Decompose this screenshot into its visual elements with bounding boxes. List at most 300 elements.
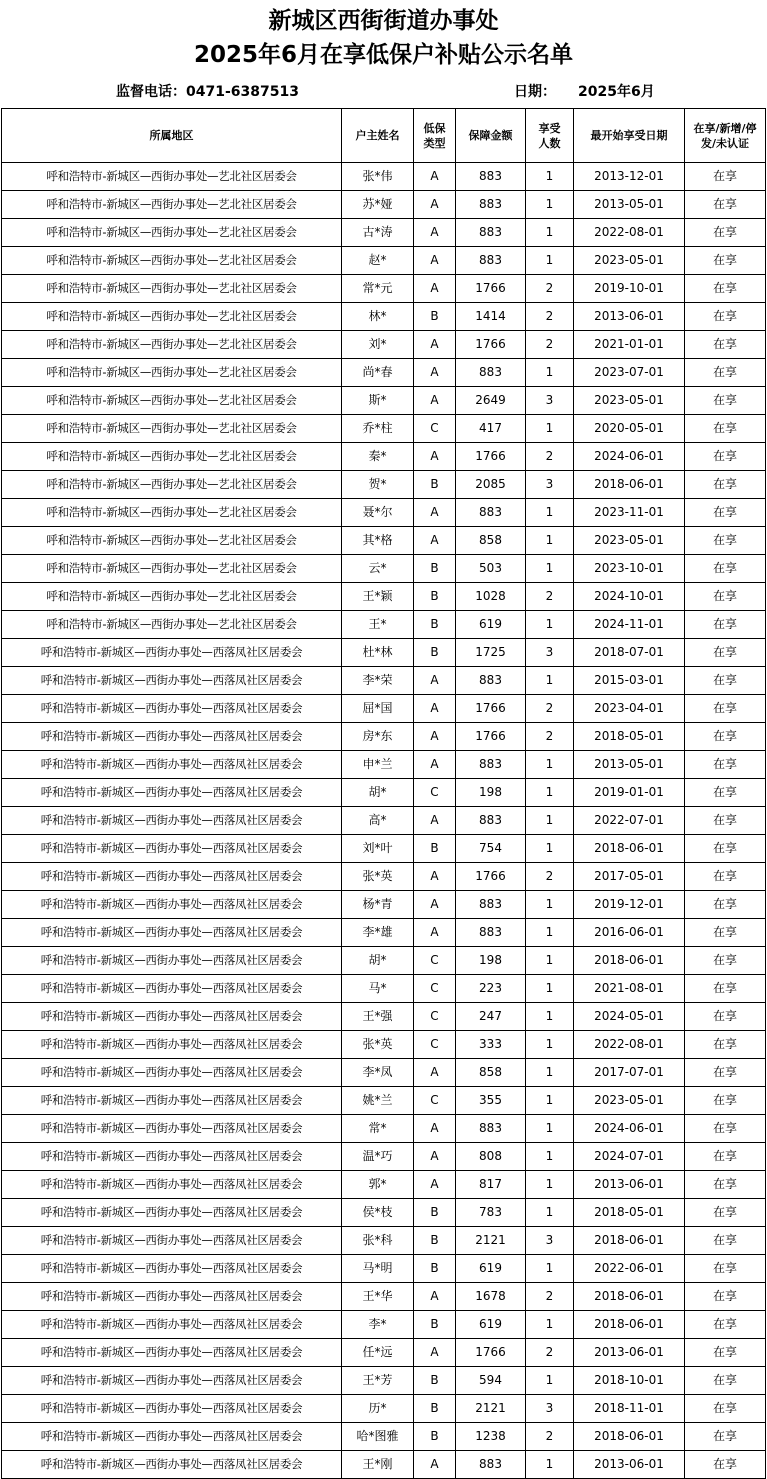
cell-start-date: 2013-12-01 [574, 163, 685, 191]
cell-type: A [414, 723, 456, 751]
cell-type: A [414, 1171, 456, 1199]
column-header-name: 户主姓名 [342, 109, 414, 163]
cell-type: A [414, 863, 456, 891]
table-row [2, 863, 766, 891]
cell-householder-name: 屈*国 [342, 695, 414, 723]
cell-area: 呼和浩特市-新城区—西街办事处—西落凤社区居委会 [2, 919, 342, 947]
cell-start-date: 2022-07-01 [574, 807, 685, 835]
table-row [2, 219, 766, 247]
cell-status: 在享 [685, 1115, 766, 1143]
cell-area: 呼和浩特市-新城区—西街办事处—西落凤社区居委会 [2, 1255, 342, 1283]
cell-area: 呼和浩特市-新城区—西街办事处—西落凤社区居委会 [2, 1143, 342, 1171]
cell-householder-name: 其*格 [342, 527, 414, 555]
cell-start-date: 2018-05-01 [574, 723, 685, 751]
cell-start-date: 2018-06-01 [574, 1283, 685, 1311]
cell-count: 2 [526, 303, 574, 331]
cell-start-date: 2019-10-01 [574, 275, 685, 303]
table-row [2, 1367, 766, 1395]
cell-type: B [414, 639, 456, 667]
cell-area: 呼和浩特市-新城区—西街办事处—西落凤社区居委会 [2, 1227, 342, 1255]
cell-start-date: 2013-06-01 [574, 1451, 685, 1479]
cell-area: 呼和浩特市-新城区—西街办事处—艺北社区居委会 [2, 331, 342, 359]
cell-area: 呼和浩特市-新城区—西街办事处—西落凤社区居委会 [2, 1451, 342, 1479]
cell-area: 呼和浩特市-新城区—西街办事处—艺北社区居委会 [2, 163, 342, 191]
cell-amount: 355 [456, 1087, 526, 1115]
table-row [2, 639, 766, 667]
cell-count: 1 [526, 1311, 574, 1339]
cell-count: 1 [526, 415, 574, 443]
cell-householder-name: 赵* [342, 247, 414, 275]
cell-amount: 883 [456, 359, 526, 387]
table-row [2, 1311, 766, 1339]
cell-type: C [414, 415, 456, 443]
cell-area: 呼和浩特市-新城区—西街办事处—西落凤社区居委会 [2, 863, 342, 891]
cell-count: 1 [526, 247, 574, 275]
cell-householder-name: 任*远 [342, 1339, 414, 1367]
cell-type: A [414, 919, 456, 947]
cell-amount: 883 [456, 891, 526, 919]
cell-householder-name: 李*凤 [342, 1059, 414, 1087]
cell-area: 呼和浩特市-新城区—西街办事处—西落凤社区居委会 [2, 1171, 342, 1199]
cell-amount: 247 [456, 1003, 526, 1031]
cell-start-date: 2024-06-01 [574, 1115, 685, 1143]
cell-type: A [414, 807, 456, 835]
cell-start-date: 2013-05-01 [574, 191, 685, 219]
cell-type: A [414, 1339, 456, 1367]
table-row [2, 807, 766, 835]
cell-amount: 1766 [456, 331, 526, 359]
cell-status: 在享 [685, 555, 766, 583]
cell-area: 呼和浩特市-新城区—西街办事处—西落凤社区居委会 [2, 1283, 342, 1311]
cell-amount: 2121 [456, 1395, 526, 1423]
cell-area: 呼和浩特市-新城区—西街办事处—西落凤社区居委会 [2, 779, 342, 807]
cell-type: B [414, 1199, 456, 1227]
table-row [2, 751, 766, 779]
cell-count: 1 [526, 919, 574, 947]
table-row [2, 443, 766, 471]
table-row [2, 779, 766, 807]
cell-start-date: 2013-06-01 [574, 303, 685, 331]
cell-count: 1 [526, 751, 574, 779]
cell-householder-name: 王*强 [342, 1003, 414, 1031]
cell-amount: 883 [456, 219, 526, 247]
table-row [2, 667, 766, 695]
cell-status: 在享 [685, 1003, 766, 1031]
cell-householder-name: 贺* [342, 471, 414, 499]
cell-householder-name: 姚*兰 [342, 1087, 414, 1115]
cell-area: 呼和浩特市-新城区—西街办事处—艺北社区居委会 [2, 471, 342, 499]
cell-count: 1 [526, 191, 574, 219]
cell-count: 1 [526, 667, 574, 695]
cell-householder-name: 申*兰 [342, 751, 414, 779]
cell-count: 3 [526, 1395, 574, 1423]
cell-area: 呼和浩特市-新城区—西街办事处—西落凤社区居委会 [2, 975, 342, 1003]
cell-status: 在享 [685, 639, 766, 667]
cell-count: 2 [526, 583, 574, 611]
cell-status: 在享 [685, 275, 766, 303]
cell-amount: 1766 [456, 695, 526, 723]
cell-type: B [414, 1367, 456, 1395]
cell-count: 1 [526, 1255, 574, 1283]
cell-count: 1 [526, 975, 574, 1003]
cell-status: 在享 [685, 611, 766, 639]
cell-type: C [414, 1087, 456, 1115]
table-row [2, 1199, 766, 1227]
cell-householder-name: 聂*尔 [342, 499, 414, 527]
cell-count: 2 [526, 863, 574, 891]
cell-area: 呼和浩特市-新城区—西街办事处—西落凤社区居委会 [2, 667, 342, 695]
cell-count: 1 [526, 1199, 574, 1227]
cell-status: 在享 [685, 919, 766, 947]
cell-status: 在享 [685, 583, 766, 611]
cell-status: 在享 [685, 387, 766, 415]
cell-status: 在享 [685, 331, 766, 359]
cell-status: 在享 [685, 303, 766, 331]
cell-count: 1 [526, 1003, 574, 1031]
cell-start-date: 2021-01-01 [574, 331, 685, 359]
cell-householder-name: 张*英 [342, 863, 414, 891]
cell-householder-name: 高* [342, 807, 414, 835]
cell-area: 呼和浩特市-新城区—西街办事处—西落凤社区居委会 [2, 1031, 342, 1059]
cell-householder-name: 苏*娅 [342, 191, 414, 219]
cell-householder-name: 侯*枝 [342, 1199, 414, 1227]
cell-area: 呼和浩特市-新城区—西街办事处—艺北社区居委会 [2, 359, 342, 387]
cell-count: 1 [526, 499, 574, 527]
cell-type: B [414, 835, 456, 863]
cell-householder-name: 张*科 [342, 1227, 414, 1255]
cell-start-date: 2023-04-01 [574, 695, 685, 723]
cell-area: 呼和浩特市-新城区—西街办事处—西落凤社区居委会 [2, 695, 342, 723]
cell-amount: 883 [456, 191, 526, 219]
cell-status: 在享 [685, 1451, 766, 1479]
cell-amount: 883 [456, 667, 526, 695]
cell-status: 在享 [685, 1227, 766, 1255]
cell-count: 1 [526, 359, 574, 387]
cell-amount: 1414 [456, 303, 526, 331]
cell-start-date: 2013-06-01 [574, 1339, 685, 1367]
cell-amount: 1766 [456, 1339, 526, 1367]
cell-status: 在享 [685, 695, 766, 723]
cell-start-date: 2018-07-01 [574, 639, 685, 667]
cell-count: 1 [526, 611, 574, 639]
table-body [2, 163, 766, 1479]
cell-start-date: 2018-06-01 [574, 947, 685, 975]
cell-householder-name: 哈*图雅 [342, 1423, 414, 1451]
cell-type: A [414, 275, 456, 303]
cell-area: 呼和浩特市-新城区—西街办事处—西落凤社区居委会 [2, 1115, 342, 1143]
cell-type: C [414, 1003, 456, 1031]
cell-amount: 619 [456, 611, 526, 639]
cell-amount: 223 [456, 975, 526, 1003]
cell-area: 呼和浩特市-新城区—西街办事处—西落凤社区居委会 [2, 1395, 342, 1423]
cell-area: 呼和浩特市-新城区—西街办事处—艺北社区居委会 [2, 387, 342, 415]
cell-area: 呼和浩特市-新城区—西街办事处—艺北社区居委会 [2, 555, 342, 583]
cell-type: A [414, 387, 456, 415]
cell-area: 呼和浩特市-新城区—西街办事处—西落凤社区居委会 [2, 1003, 342, 1031]
date-label: 日期： [514, 84, 556, 100]
cell-status: 在享 [685, 779, 766, 807]
table-row [2, 1087, 766, 1115]
table-row [2, 527, 766, 555]
table-row [2, 919, 766, 947]
cell-type: B [414, 555, 456, 583]
cell-start-date: 2023-11-01 [574, 499, 685, 527]
cell-householder-name: 刘*叶 [342, 835, 414, 863]
cell-status: 在享 [685, 219, 766, 247]
column-header-type: 低保类型 [414, 109, 456, 163]
cell-status: 在享 [685, 163, 766, 191]
cell-status: 在享 [685, 667, 766, 695]
cell-householder-name: 郭* [342, 1171, 414, 1199]
cell-status: 在享 [685, 443, 766, 471]
cell-status: 在享 [685, 415, 766, 443]
cell-count: 2 [526, 1283, 574, 1311]
cell-householder-name: 尚*春 [342, 359, 414, 387]
cell-amount: 503 [456, 555, 526, 583]
cell-area: 呼和浩特市-新城区—西街办事处—西落凤社区居委会 [2, 1087, 342, 1115]
cell-householder-name: 马*明 [342, 1255, 414, 1283]
cell-status: 在享 [685, 1171, 766, 1199]
cell-start-date: 2022-06-01 [574, 1255, 685, 1283]
table-row [2, 1395, 766, 1423]
cell-area: 呼和浩特市-新城区—西街办事处—艺北社区居委会 [2, 219, 342, 247]
cell-area: 呼和浩特市-新城区—西街办事处—艺北社区居委会 [2, 527, 342, 555]
table-row [2, 303, 766, 331]
cell-start-date: 2018-06-01 [574, 1423, 685, 1451]
cell-start-date: 2018-05-01 [574, 1199, 685, 1227]
cell-householder-name: 斯* [342, 387, 414, 415]
table-row [2, 723, 766, 751]
cell-status: 在享 [685, 1199, 766, 1227]
cell-amount: 883 [456, 499, 526, 527]
cell-householder-name: 林* [342, 303, 414, 331]
table-row [2, 499, 766, 527]
cell-start-date: 2018-06-01 [574, 1311, 685, 1339]
cell-amount: 817 [456, 1171, 526, 1199]
column-header-count: 享受人数 [526, 109, 574, 163]
cell-type: B [414, 1311, 456, 1339]
cell-amount: 1238 [456, 1423, 526, 1451]
cell-amount: 808 [456, 1143, 526, 1171]
cell-start-date: 2019-01-01 [574, 779, 685, 807]
cell-area: 呼和浩特市-新城区—西街办事处—西落凤社区居委会 [2, 639, 342, 667]
cell-status: 在享 [685, 191, 766, 219]
cell-amount: 858 [456, 1059, 526, 1087]
cell-householder-name: 常* [342, 1115, 414, 1143]
table-row [2, 387, 766, 415]
cell-count: 1 [526, 219, 574, 247]
cell-count: 3 [526, 1227, 574, 1255]
cell-count: 2 [526, 1339, 574, 1367]
table-row [2, 247, 766, 275]
cell-start-date: 2023-05-01 [574, 247, 685, 275]
cell-amount: 783 [456, 1199, 526, 1227]
cell-amount: 1725 [456, 639, 526, 667]
table-row [2, 583, 766, 611]
cell-area: 呼和浩特市-新城区—西街办事处—艺北社区居委会 [2, 443, 342, 471]
cell-count: 1 [526, 555, 574, 583]
document-title: 新城区西街街道办事处 [268, 8, 499, 34]
cell-householder-name: 常*元 [342, 275, 414, 303]
table-row [2, 331, 766, 359]
cell-type: A [414, 891, 456, 919]
cell-status: 在享 [685, 1031, 766, 1059]
cell-count: 1 [526, 1171, 574, 1199]
cell-area: 呼和浩特市-新城区—西街办事处—西落凤社区居委会 [2, 1339, 342, 1367]
cell-status: 在享 [685, 863, 766, 891]
cell-amount: 754 [456, 835, 526, 863]
cell-status: 在享 [685, 527, 766, 555]
cell-amount: 1766 [456, 443, 526, 471]
cell-start-date: 2016-06-01 [574, 919, 685, 947]
cell-start-date: 2022-08-01 [574, 219, 685, 247]
cell-amount: 883 [456, 1451, 526, 1479]
table-row [2, 415, 766, 443]
cell-start-date: 2013-05-01 [574, 751, 685, 779]
cell-count: 1 [526, 1087, 574, 1115]
cell-type: B [414, 1395, 456, 1423]
cell-count: 1 [526, 163, 574, 191]
cell-householder-name: 房*东 [342, 723, 414, 751]
cell-householder-name: 王* [342, 611, 414, 639]
cell-type: A [414, 1143, 456, 1171]
cell-amount: 198 [456, 779, 526, 807]
cell-area: 呼和浩特市-新城区—西街办事处—西落凤社区居委会 [2, 891, 342, 919]
cell-status: 在享 [685, 247, 766, 275]
cell-start-date: 2015-03-01 [574, 667, 685, 695]
cell-status: 在享 [685, 835, 766, 863]
cell-type: B [414, 471, 456, 499]
cell-householder-name: 秦* [342, 443, 414, 471]
cell-area: 呼和浩特市-新城区—西街办事处—西落凤社区居委会 [2, 835, 342, 863]
cell-type: A [414, 191, 456, 219]
cell-start-date: 2013-06-01 [574, 1171, 685, 1199]
table-row [2, 471, 766, 499]
cell-area: 呼和浩特市-新城区—西街办事处—西落凤社区居委会 [2, 1311, 342, 1339]
info-line [0, 80, 767, 104]
cell-count: 2 [526, 695, 574, 723]
cell-count: 1 [526, 1115, 574, 1143]
column-header-amount: 保障金额 [456, 109, 526, 163]
cell-status: 在享 [685, 1367, 766, 1395]
document-subtitle: 2025年6月在享低保户补贴公示名单 [193, 42, 574, 68]
cell-count: 3 [526, 471, 574, 499]
cell-status: 在享 [685, 1395, 766, 1423]
cell-area: 呼和浩特市-新城区—西街办事处—西落凤社区居委会 [2, 1059, 342, 1087]
cell-amount: 417 [456, 415, 526, 443]
cell-start-date: 2023-05-01 [574, 387, 685, 415]
table-row [2, 835, 766, 863]
cell-status: 在享 [685, 1339, 766, 1367]
cell-count: 1 [526, 1451, 574, 1479]
cell-type: C [414, 779, 456, 807]
cell-amount: 883 [456, 163, 526, 191]
cell-householder-name: 王*刚 [342, 1451, 414, 1479]
cell-area: 呼和浩特市-新城区—西街办事处—艺北社区居委会 [2, 611, 342, 639]
cell-householder-name: 胡* [342, 779, 414, 807]
cell-householder-name: 古*涛 [342, 219, 414, 247]
table-row [2, 1115, 766, 1143]
cell-type: A [414, 247, 456, 275]
cell-start-date: 2018-11-01 [574, 1395, 685, 1423]
cell-count: 2 [526, 331, 574, 359]
table-row [2, 1451, 766, 1479]
cell-type: C [414, 947, 456, 975]
table-row [2, 1255, 766, 1283]
cell-count: 1 [526, 527, 574, 555]
cell-householder-name: 张*伟 [342, 163, 414, 191]
cell-count: 1 [526, 1143, 574, 1171]
cell-status: 在享 [685, 807, 766, 835]
cell-start-date: 2023-07-01 [574, 359, 685, 387]
cell-status: 在享 [685, 1423, 766, 1451]
cell-count: 1 [526, 807, 574, 835]
cell-start-date: 2017-05-01 [574, 863, 685, 891]
cell-amount: 1766 [456, 863, 526, 891]
cell-householder-name: 胡* [342, 947, 414, 975]
table-row [2, 359, 766, 387]
cell-start-date: 2023-05-01 [574, 1087, 685, 1115]
cell-status: 在享 [685, 723, 766, 751]
cell-count: 3 [526, 387, 574, 415]
cell-amount: 619 [456, 1255, 526, 1283]
table-row [2, 1003, 766, 1031]
cell-type: B [414, 1227, 456, 1255]
cell-status: 在享 [685, 975, 766, 1003]
table-row [2, 1059, 766, 1087]
cell-amount: 1766 [456, 275, 526, 303]
cell-count: 1 [526, 1031, 574, 1059]
cell-status: 在享 [685, 471, 766, 499]
subsidy-table [1, 108, 766, 1479]
cell-count: 1 [526, 1367, 574, 1395]
cell-area: 呼和浩特市-新城区—西街办事处—艺北社区居委会 [2, 247, 342, 275]
cell-count: 1 [526, 779, 574, 807]
table-row [2, 947, 766, 975]
cell-amount: 858 [456, 527, 526, 555]
cell-start-date: 2018-10-01 [574, 1367, 685, 1395]
table-row [2, 611, 766, 639]
table-row [2, 163, 766, 191]
cell-area: 呼和浩特市-新城区—西街办事处—艺北社区居委会 [2, 499, 342, 527]
cell-amount: 333 [456, 1031, 526, 1059]
cell-householder-name: 云* [342, 555, 414, 583]
cell-count: 2 [526, 443, 574, 471]
table-row [2, 275, 766, 303]
table-row [2, 891, 766, 919]
cell-status: 在享 [685, 359, 766, 387]
cell-householder-name: 刘* [342, 331, 414, 359]
cell-amount: 594 [456, 1367, 526, 1395]
cell-area: 呼和浩特市-新城区—西街办事处—艺北社区居委会 [2, 415, 342, 443]
cell-amount: 1766 [456, 723, 526, 751]
cell-count: 2 [526, 1423, 574, 1451]
cell-type: A [414, 667, 456, 695]
cell-count: 3 [526, 639, 574, 667]
cell-amount: 198 [456, 947, 526, 975]
cell-status: 在享 [685, 499, 766, 527]
cell-area: 呼和浩特市-新城区—西街办事处—西落凤社区居委会 [2, 1199, 342, 1227]
cell-type: B [414, 611, 456, 639]
table-row [2, 695, 766, 723]
cell-householder-name: 杜*林 [342, 639, 414, 667]
cell-householder-name: 张*英 [342, 1031, 414, 1059]
cell-start-date: 2018-06-01 [574, 471, 685, 499]
cell-amount: 2649 [456, 387, 526, 415]
column-header-status: 在享/新增/停发/未认证 [685, 109, 766, 163]
cell-amount: 883 [456, 247, 526, 275]
cell-type: B [414, 1255, 456, 1283]
